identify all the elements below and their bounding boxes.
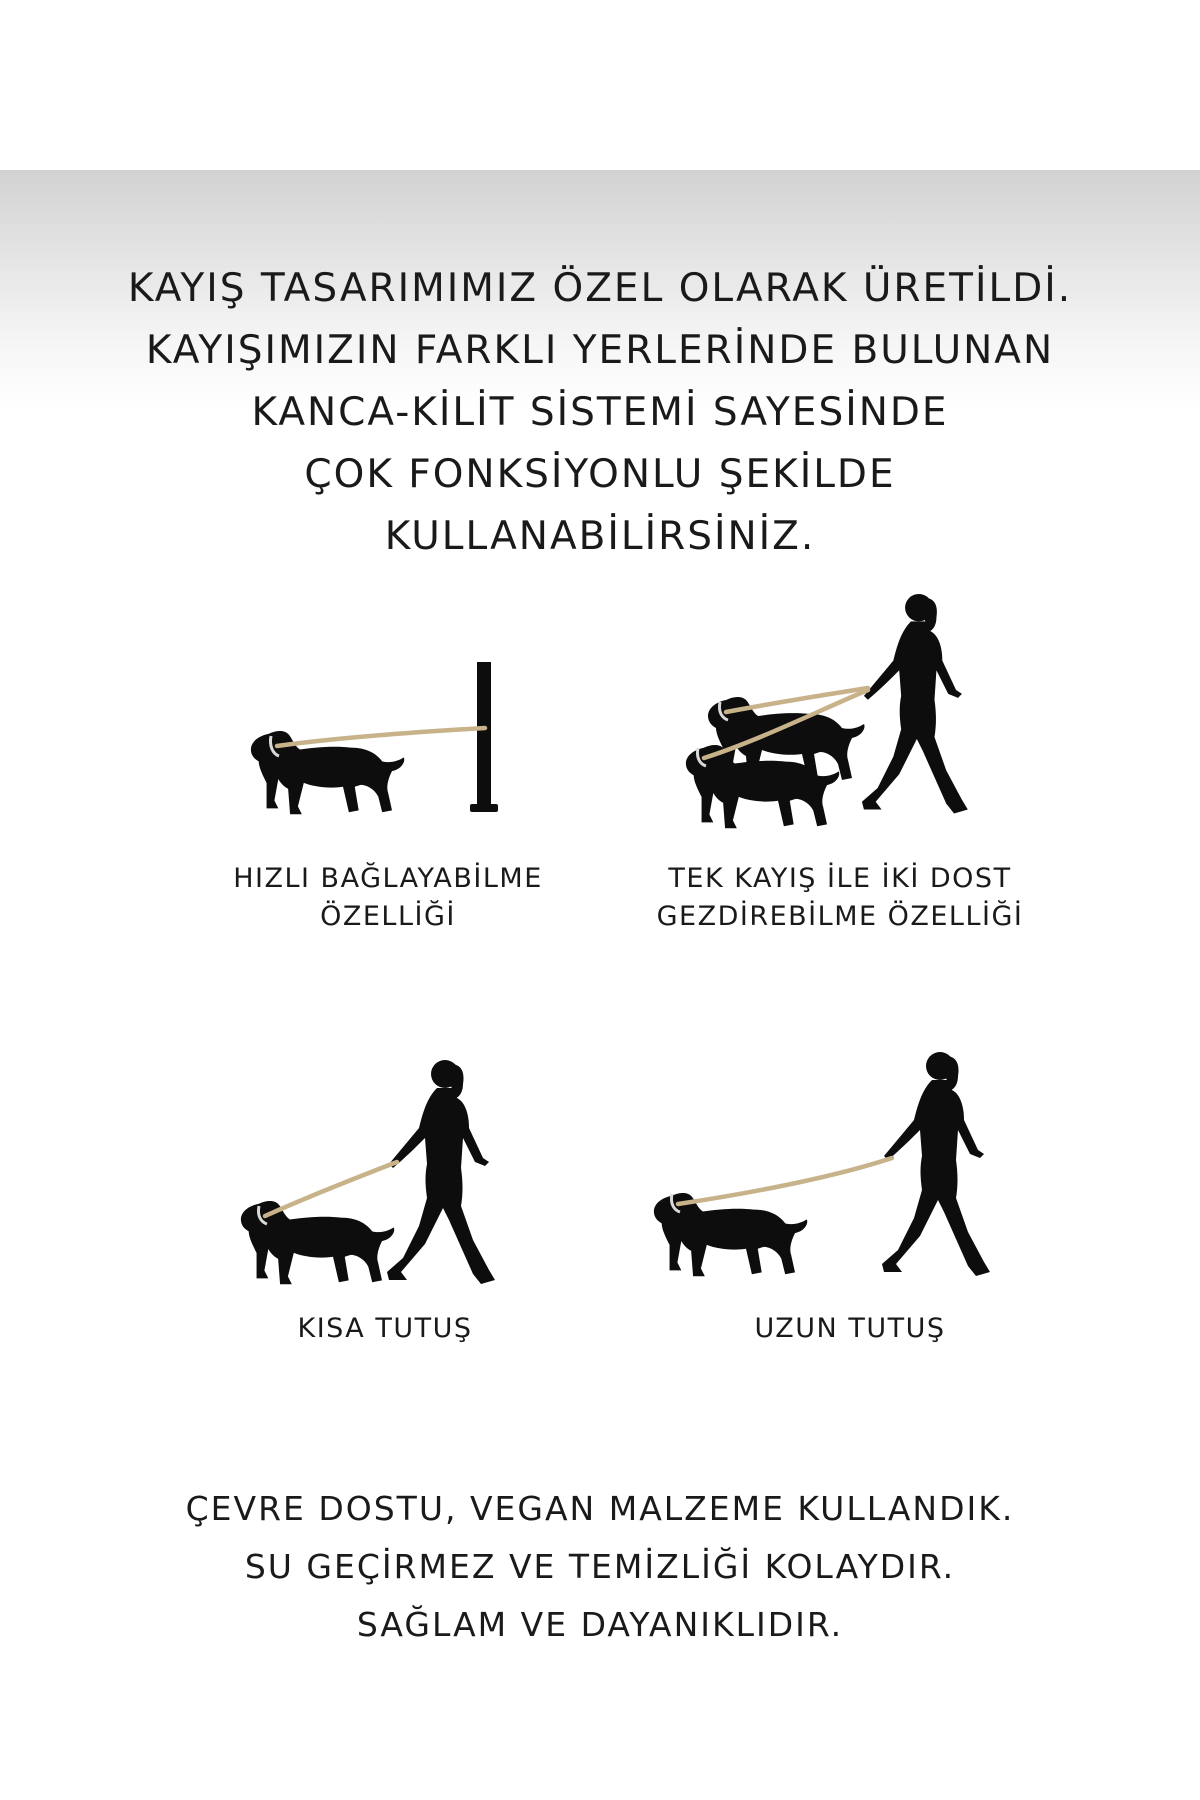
- woman-walking-dog-long-leash-icon: [648, 1050, 1008, 1290]
- feature-two-dogs: [680, 590, 980, 830]
- intro-text: [0, 258, 1200, 568]
- caption-line: ÖZELLİĞİ: [320, 901, 456, 932]
- feature-long-hold-caption: [700, 1310, 1000, 1348]
- woman-walking-two-dogs-icon: [680, 590, 980, 830]
- outro-text: [0, 1480, 1200, 1654]
- caption-line: KISA TUTUŞ: [297, 1313, 473, 1344]
- intro-line: KAYIŞ TASARIMIMIZ ÖZEL OLARAK ÜRETİLDİ.: [127, 266, 1073, 311]
- feature-two-dogs-caption: [630, 860, 1050, 936]
- caption-line: TEK KAYIŞ İLE İKİ DOST: [668, 863, 1012, 894]
- woman-walking-dog-short-leash-icon: [235, 1058, 515, 1290]
- intro-line: KANCA-KİLİT SİSTEMİ SAYESİNDE: [251, 390, 949, 435]
- outro-line: ÇEVRE DOSTU, VEGAN MALZEME KULLANDIK.: [185, 1489, 1015, 1528]
- caption-line: UZUN TUTUŞ: [754, 1313, 946, 1344]
- intro-line: KULLANABİLİRSİNİZ.: [384, 514, 816, 559]
- dog-tied-to-post-icon: [245, 650, 515, 830]
- intro-line: KAYIŞIMIZIN FARKLI YERLERİNDE BULUNAN: [145, 328, 1055, 373]
- caption-line: HIZLI BAĞLAYABİLME: [233, 863, 543, 894]
- feature-long-hold: [648, 1050, 1008, 1290]
- feature-quick-tie-caption: [218, 860, 558, 936]
- outro-line: SU GEÇİRMEZ VE TEMİZLİĞİ KOLAYDIR.: [244, 1547, 956, 1586]
- feature-short-hold-caption: [250, 1310, 520, 1348]
- feature-short-hold: [235, 1058, 515, 1290]
- caption-line: GEZDİREBİLME ÖZELLİĞİ: [656, 901, 1024, 932]
- intro-line: ÇOK FONKSİYONLU ŞEKİLDE: [304, 452, 896, 497]
- outro-line: SAĞLAM VE DAYANIKLIDIR.: [356, 1605, 844, 1644]
- feature-quick-tie: [245, 650, 515, 830]
